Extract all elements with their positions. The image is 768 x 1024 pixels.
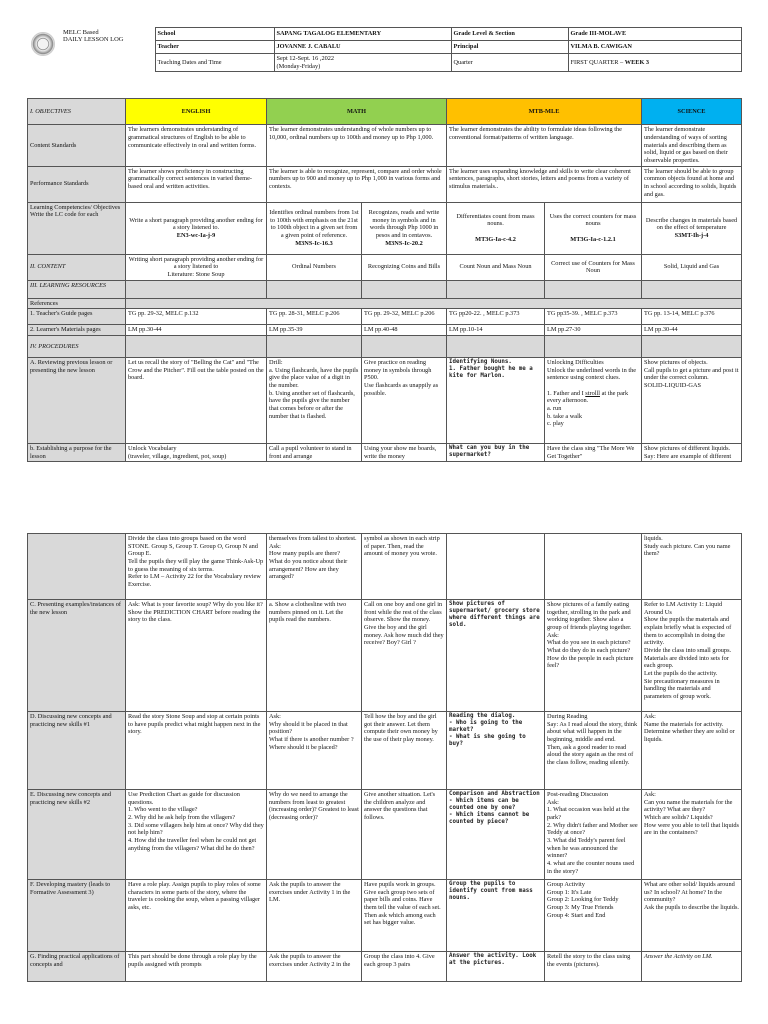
competency-math-1-code: M3NS-Ic-16.3 [295,239,333,247]
quarter-text: FIRST QUARTER – [570,58,625,66]
resources-filler-mtb-1 [447,280,545,298]
teacher-label: Teacher [155,41,274,54]
resources-label: III. LEARNING RESOURCES [28,280,126,298]
procedure-e-math-2: Give another situation. Let's the children analyze and answer the questions that follows. [362,790,447,880]
procedures-filler-math-1 [267,336,362,358]
competencies-english [126,202,267,254]
procedure-a-mtb-2-pre: Unlocking Difficulties Unlock the underlined words in the sentence using context clues. 1. Father and I [547,359,637,397]
competency-math-2-text: Recognizes, reads and write money in symbols and in words through Php 1000 in pesos and in centavos. [368,209,440,240]
procedure-e-english: Use Prediction Chart as guide for discussion questions. 1. Who went to the village? 2. Why did he ask help from the villagers? 3. Did some villagers help him at once? Why did they not help him? 4. How did the traveller feel when he could not get anything from the villagers? What did he do then? [126,790,267,880]
procedure-g-math-1: Ask the pupils to answer the exercises under Activity 2 in the [267,952,362,982]
lm-mtb-2: LM pp.27-30 [545,325,642,336]
procedure-e-label: E. Discussing new concepts and practicing new skills #2 [28,790,126,880]
content-mtb-2: Correct use of Counters for Mass Noun [545,254,642,280]
procedure-g-math-2: Group the class into 4. Give each group 3 pairs [362,952,447,982]
procedure-f-english: Have a role play. Assign pupils to play roles of some characters in some parts of the story, where the traveler is cooking the soup, when a passing villager asks, etc. [126,880,267,952]
math-heading: MATH [267,99,447,125]
competency-science-text: Describe changes in materials based on the effect of temperature [645,216,738,232]
procedure-b-english-cont: Divide the class into groups based on the word STONE. Group S, Group T. Group O, Group N and Group E. Tell the pupils they will play the game Think-Ask-Up to guess the meaning of six terms. Refer to LM – Activity 22 for the Vocabulary review Exercise. [126,534,267,600]
week-text: WEEK 3 [624,58,650,66]
content-standards-label: Content Standards [28,125,126,166]
content-mtb-1: Count Noun and Mass Noun [447,254,545,280]
procedure-g-mtb-1: Answer the activity. Look at the pictures. [447,952,545,982]
procedure-c-math-2: Call on one boy and one girl in front while the rest of the class observe. Show the money. Give the boy and the girl money. Ask how much did they receive? Boy? Girl ? [362,600,447,712]
tg-english: TG pp. 29-32, MELC p.132 [126,309,267,325]
resources-filler-mtb-2 [545,280,642,298]
competencies-mtb-2 [545,202,642,254]
principal-value: VILMA B. CAWIGAN [568,41,741,54]
quarter-value [568,54,741,72]
content-standards-math: The learner demonstrates understanding of whole numbers up to 10,000, ordinal numbers up to 100th and money up to Php 1,000. [267,125,447,166]
performance-standards-mtb: The learner uses expanding knowledge and skills to write clear coherent sentences, paragraphs, short stories, letters and poems from a variety of stimulus materials.. [447,166,642,202]
procedure-a-mtb-2-underlined: strolll [585,389,600,397]
references-label: References [28,298,126,309]
competency-mtb-2-text: Uses the correct counters for mass nouns [549,212,637,228]
content-science: Solid, Liquid and Gas [642,254,742,280]
performance-standards-science: The learner should be able to group common objects found at home and in school according to solids, liquids and gas. [642,166,742,202]
tg-mtb-2: TG pp35-39. , MELC p.373 [545,309,642,325]
content-label: II. CONTENT [28,254,126,280]
principal-label: Principal [451,41,568,54]
procedures-filler-mtb-1 [447,336,545,358]
procedure-e-math-1: Why do we need to arrange the numbers from least to greatest (increasing order)? Greatest to least (decreasing order)? [267,790,362,880]
performance-standards-label: Performance Standards [28,166,126,202]
procedure-a-label: A. Reviewing previous lesson or presenting the new lesson [28,358,126,444]
quarter-label: Quarter [451,54,568,72]
competency-science-code: S3MT-Ih-j-4 [674,232,709,240]
procedure-c-mtb-2: Show pictures of a family eating together, strolling in the park and working together. Show also a group of friends playing together. Ask: What do you see in each picture? What do they do in each picture? How do the people in each picture feel? [545,600,642,712]
procedure-b-science-cont: liquids. Study each picture. Can you name them? [642,534,742,600]
deped-seal-icon [31,32,55,56]
lm-english: LM pp.30-44 [126,325,267,336]
teacher-value: JOVANNE J. CABALU [274,41,451,54]
logo-line-1: MELC Based [63,28,99,36]
resources-filler-science [642,280,742,298]
procedure-c-label: C. Presenting examples/instances of the new lesson [28,600,126,712]
lesson-log-page-2 [27,533,741,982]
dates-label: Teaching Dates and Time [155,54,274,72]
procedure-a-science: Show pictures of objects. Call pupils to get a picture and post it under the correct column. SOLID-LIQUID-GAS [642,358,742,444]
performance-standards-english: The learner shows proficiency in constructing grammatically correct sentences in varied theme-based oral and written activities. [126,166,267,202]
competencies-mtb-1 [447,202,545,254]
dates-value: Sept 12-Sept. 16 ,2022 (Monday-Friday) [274,54,451,72]
performance-standards-math: The learner is able to recognize, represent, compare and order whole numbers up to 900 and money up to Php 1,000 in various forms and contexts. [267,166,447,202]
grade-value: Grade III-MOLAVE [568,28,741,41]
content-standards-mtb: The learner demonstrates the ability to formulate ideas following the conventional format/patterns of written language. [447,125,642,166]
procedure-c-mtb-1: Show pictures of supermarket/ grocery store where different things are sold. [447,600,545,712]
procedure-b-math-1: Call a pupil volunteer to stand in front and arrange [267,444,362,462]
lm-label: 2. Learner's Materials pages [28,325,126,336]
procedures-filler-science [642,336,742,358]
resources-filler-math-2 [362,280,447,298]
procedure-f-mtb-2: Group Activity Group 1: It's Late Group 2: Looking for Teddy Group 3: My True Friends Group 4: Start and End [545,880,642,952]
procedure-g-science: Answer the Activity on LM. [642,952,742,982]
content-standards-science: The learner demonstrate understanding of ways of sorting materials and describing them as solid, liquid or gas based on their observable properties. [642,125,742,166]
procedure-a-english: Let us recall the story of "Belling the Cat" and "The Crow and the Pitcher". Fill out the table posted on the board. [126,358,267,444]
school-label: School [155,28,274,41]
procedure-b-math-1-cont: themselves from tallest to shortest. Ask: How many pupils are there? What do you notice about their arrangement? How are they arranged? [267,534,362,600]
procedure-e-mtb-2: Post-reading Discussion Ask: 1. What occasion was held at the park? 2. Why didn't father and Mother see Teddy at once? 3. What did Teddy's parent feel when he was announced the winner? 4. what are the counter nouns used in the story? [545,790,642,880]
procedure-b-english: Unlock Vocabulary (traveler, village, ingredient, pot, soup) [126,444,267,462]
school-value: SAPANG TAGALOG ELEMENTARY [274,28,451,41]
procedure-b-label-cont [28,534,126,600]
resources-filler-english [126,280,267,298]
tg-science: TG pp. 13-14, MELC p.376 [642,309,742,325]
procedure-d-math-2: Tell how the boy and the girl got their answer. Let them compute their own money by the use of their play money. [362,712,447,790]
competency-english-text: Write a short paragraph providing another ending for a story listened to. [129,216,263,232]
competency-english-code: EN3-wc-Ia-j-9 [176,232,216,240]
procedure-d-english: Read the story Stone Soup and stop at certain points to have pupils predict what might happen next in the story. [126,712,267,790]
procedure-d-label: D. Discussing new concepts and practicing new skills #1 [28,712,126,790]
lesson-table-page-1 [27,98,742,462]
procedure-c-math-1: a. Show a clothesline with two numbers pinned on it. Let the pupils read the numbers. [267,600,362,712]
competency-mtb-1-code: MT3G-Ia-c-4.2 [475,236,516,244]
tg-math-1: TG pp. 28-31, MELC p.206 [267,309,362,325]
procedure-a-mtb-2-post: at the park every afternoon. a. run b. take a walk c. play [547,389,629,428]
procedures-filler-math-2 [362,336,447,358]
competency-mtb-2-code: MT3G-Ia-c-1.2.1 [570,236,616,244]
logo-text [63,29,124,44]
content-math-2: Recognizing Coins and Bills [362,254,447,280]
header-table [27,27,742,72]
procedure-b-science: Show pictures of different liquids. Say: Here are example of different [642,444,742,462]
procedure-d-mtb-2: During Reading Say: As I read aloud the story, think about what will happen in the beginning, middle and end. Then, ask a good reader to read aloud the story again as the rest of the class follow, reading silently. [545,712,642,790]
procedure-b-math-2: Using your show me boards, write the money [362,444,447,462]
content-standards-english: The learners demonstrates understanding of grammatical structures of English to be able to communicate effectively in oral and written forms. [126,125,267,166]
procedure-c-english: Ask: What is your favorite soup? Why do you like it? Show the PREDICTION CHART before reading the story to the class. [126,600,267,712]
procedure-f-science: What are other solid/ liquids around us? In school? At home? In the community? Ask the pupils to describe the liquids. [642,880,742,952]
references-filler [126,298,742,309]
lm-math-1: LM pp.35-39 [267,325,362,336]
procedure-d-science: Ask: Name the materials for activity. Determine whether they are solid or liquids. [642,712,742,790]
procedure-c-science: Refer to LM Activity 1: Liquid Around Us Show the pupils the materials and explain briefly what is expected of them to accomplish in doing the activity. Divide the class into small groups. Materials are divided into sets for each group. Let the pupils do the activity. Sie precautionary measures in handling the materials and parameters of group work. [642,600,742,712]
procedures-label: IV. PROCEDURES [28,336,126,358]
procedure-b-mtb-2-cont [545,534,642,600]
lesson-table-page-2 [27,533,742,982]
procedure-b-math-2-cont: symbol as shown in each strip of paper. Then, read the amount of money you wrote. [362,534,447,600]
lesson-log-page-1 [27,27,741,462]
procedure-b-label: b. Establishing a purpose for the lesson [28,444,126,462]
competency-mtb-1-text: Differentiates count from mass nouns. [456,212,535,228]
procedure-f-math-1: Ask the pupils to answer the exercises under Activity 1 in the LM. [267,880,362,952]
procedure-a-math-1: Drill: a. Using flashcards, have the pupils give the place value of a digit in the number. b. Using another set of flashcards, have the pupils give the number that comes before or after the number that is flashed. [267,358,362,444]
grade-label: Grade Level & Section [451,28,568,41]
logo-cell [27,28,155,72]
procedures-filler-mtb-2 [545,336,642,358]
procedure-b-mtb-1-cont [447,534,545,600]
procedure-a-mtb-1: Identifying Nouns. 1. Father bought he me a kite for Marlon. [447,358,545,444]
competency-math-2-code: M3NS-Ic-20.2 [385,239,423,247]
competencies-science [642,202,742,254]
logo-line-2: DAILY LESSON LOG [63,35,124,43]
lm-math-2: LM pp.40-48 [362,325,447,336]
procedure-d-mtb-1: Reading the dialog. - Who is going to the market? - What is she going to buy? [447,712,545,790]
competencies-math-1 [267,202,362,254]
lm-science: LM pp.30-44 [642,325,742,336]
mtb-heading: MTB-MLE [447,99,642,125]
english-heading: ENGLISH [126,99,267,125]
procedure-f-label: F. Developing mastery (leads to Formative Assessment 3) [28,880,126,952]
procedure-d-math-1: Ask: Why should it be placed in that position? What if there is another number ? Where should it be placed? [267,712,362,790]
procedure-e-mtb-1: Comparison and Abstraction - Which items can be counted one by one? - Which items cannot be counted by piece? [447,790,545,880]
procedures-filler-english [126,336,267,358]
procedure-g-label: G. Finding practical applications of concepts and [28,952,126,982]
competencies-label: Learning Competencies/ Objectives Write the LC code for each [28,202,126,254]
tg-math-2: TG pp. 29-32, MELC p.206 [362,309,447,325]
resources-filler-math-1 [267,280,362,298]
lm-mtb-1: LM pp.10-14 [447,325,545,336]
content-math-1: Ordinal Numbers [267,254,362,280]
procedure-b-mtb-2: Have the class sing "The More We Get Together" [545,444,642,462]
tg-label: 1. Teacher's Guide pages [28,309,126,325]
objectives-heading: I. OBJECTIVES [28,99,126,125]
procedure-f-mtb-1: Group the pupils to identify count from mass nouns. [447,880,545,952]
content-english: Writing short paragraph providing another ending for a story listened to Literature: Stone Soup [126,254,267,280]
procedure-g-mtb-2: Retell the story to the class using the events (pictures). [545,952,642,982]
procedure-a-math-2: Give practice on reading money in symbols through P500. Use flashcards as unappily as possible. [362,358,447,444]
procedure-a-mtb-2 [545,358,642,444]
procedure-e-science: Ask: Can you name the materials for the activity? What are they? Which are solids? Liquids? How were you able to tell that liquids are in the containers? [642,790,742,880]
procedure-f-math-2: Have pupils work in groups. Give each group two sets of paper bills and coins. Have them tell the value of each set. Then ask which among each set has bigger value. [362,880,447,952]
competency-math-1-text: Identifies ordinal numbers from 1st to 100th with emphasis on the 21st to 100th object in a given set from a given point of reference. [269,209,359,240]
procedure-b-mtb-1: What can you buy in the supermarket? [447,444,545,462]
tg-mtb-1: TG pp20-22. , MELC p.373 [447,309,545,325]
competencies-math-2 [362,202,447,254]
procedure-g-english: This part should be done through a role play by the pupils assigned with prompts [126,952,267,982]
science-heading: SCIENCE [642,99,742,125]
